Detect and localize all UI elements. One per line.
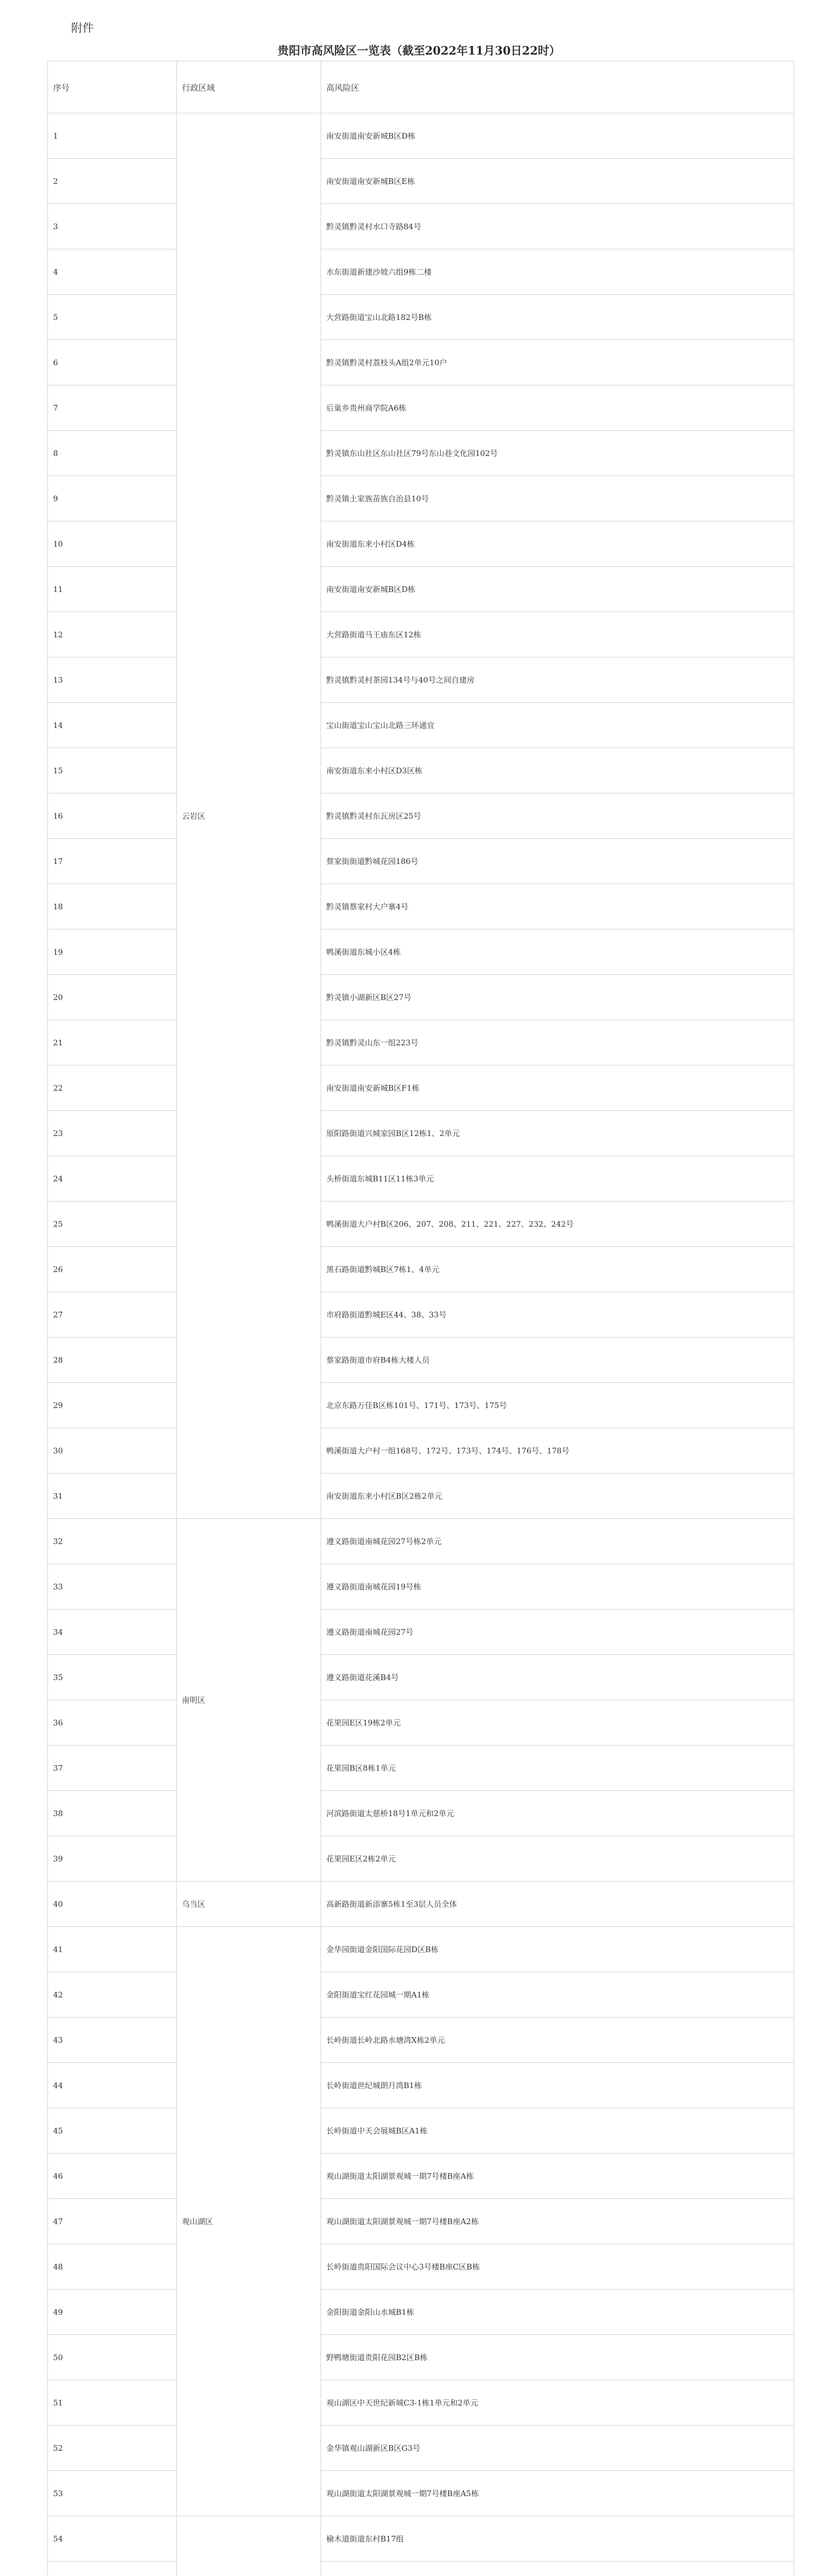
table-row (48, 2244, 794, 2290)
row-index: 18 (48, 884, 177, 929)
row-index: 52 (48, 2426, 177, 2471)
row-index: 11 (48, 567, 177, 612)
table-row (48, 567, 794, 612)
table-row (48, 1337, 794, 1383)
column-header-area: 高风险区 (321, 61, 794, 113)
row-index: 16 (48, 793, 177, 839)
risk-area: 河滨路街道太慈桥18号1单元和2单元 (321, 1791, 794, 1836)
table-row (48, 2516, 794, 2562)
table-row (48, 2154, 794, 2199)
table-row (48, 521, 794, 567)
risk-area: 黔灵镇小湖新区B区27号 (321, 975, 794, 1020)
row-index: 25 (48, 1201, 177, 1247)
row-index: 37 (48, 1745, 177, 1791)
table-row (48, 1745, 794, 1791)
table-row (48, 476, 794, 521)
risk-area: 大营路街道马王庙东区12栋 (321, 612, 794, 657)
row-index: 42 (48, 1972, 177, 2018)
row-index: 26 (48, 1247, 177, 1292)
row-index: 29 (48, 1383, 177, 1428)
row-index: 51 (48, 2380, 177, 2426)
table-row (48, 1655, 794, 1700)
risk-area: 宝山街道宝山宝山北路三环通宜 (321, 703, 794, 748)
table-row (48, 2108, 794, 2154)
row-index: 35 (48, 1655, 177, 1700)
row-index: 1 (48, 113, 177, 159)
risk-area: 头桥街道东城B11区11栋3单元 (321, 1156, 794, 1201)
table-row (48, 975, 794, 1020)
risk-area: 榆木道街道东村B17组 (321, 2516, 794, 2562)
table-row (48, 159, 794, 204)
risk-area: 长岭街道贵阳国际会议中心3号楼B座C区B栋 (321, 2244, 794, 2290)
risk-area: 金阳街道宝红花园城一期A1栋 (321, 1972, 794, 2018)
risk-area: 黑石路街道黔城B区7栋1、4单元 (321, 1247, 794, 1292)
table-row (48, 657, 794, 703)
table-row (48, 1564, 794, 1609)
row-index: 4 (48, 249, 177, 295)
risk-area: 遵义路街道南城花园27号栋2单元 (321, 1519, 794, 1564)
table-row (48, 2199, 794, 2244)
table-row (48, 884, 794, 929)
risk-area: 花果园E区19栋2单元 (321, 1700, 794, 1745)
table-row (48, 2380, 794, 2426)
risk-area: 长岭街道中天会展城B区A1栋 (321, 2108, 794, 2154)
table-row (48, 2018, 794, 2063)
row-index: 13 (48, 657, 177, 703)
risk-area: 黔灵镇黔灵村荔枝头A组2单元10户 (321, 340, 794, 385)
row-index: 54 (48, 2516, 177, 2562)
table-row (48, 249, 794, 295)
row-index: 44 (48, 2063, 177, 2108)
table-row (48, 1292, 794, 1337)
row-index: 27 (48, 1292, 177, 1337)
row-index: 28 (48, 1337, 177, 1383)
table-row (48, 748, 794, 793)
risk-area: 大营路街道宝山北路182号B栋 (321, 295, 794, 340)
table-row (48, 1156, 794, 1201)
table-row (48, 839, 794, 884)
table-row (48, 1609, 794, 1655)
table-row (48, 113, 794, 159)
region-name: 云岩区 (177, 113, 321, 1519)
table-row (48, 1473, 794, 1519)
row-index: 34 (48, 1609, 177, 1655)
risk-area: 长岭街道长岭北路水塘湾X栋2单元 (321, 2018, 794, 2063)
row-index: 8 (48, 431, 177, 476)
risk-area: 黔灵镇黔灵村水口寺路84号 (321, 204, 794, 249)
table-row (48, 1836, 794, 1882)
risk-area: 南安街道东来小村区B区2栋2单元 (321, 1473, 794, 1519)
column-header-region: 行政区域 (177, 61, 321, 113)
row-index: 53 (48, 2471, 177, 2516)
risk-area: 花果园E区2栋2单元 (321, 1836, 794, 1882)
row-index: 49 (48, 2290, 177, 2335)
table-row (48, 1700, 794, 1745)
risk-area: 南安街道南安新城B区E栋 (321, 159, 794, 204)
risk-area: 蔡家路街道市府B4栋大楼人员 (321, 1337, 794, 1383)
row-index: 46 (48, 2154, 177, 2199)
table-row (48, 929, 794, 975)
table-row (48, 2063, 794, 2108)
high-risk-table (47, 61, 794, 2576)
risk-area: 鸭溪街道大户村一组168号、172号、173号、174号、176号、178号 (321, 1428, 794, 1473)
risk-area: 黔灵镇黔灵山东一组223号 (321, 1020, 794, 1065)
risk-area: 野鸭塘街道贵阳花园B2区B栋 (321, 2335, 794, 2380)
row-index: 47 (48, 2199, 177, 2244)
risk-area: 市府路街道黔城E区44、38、33号 (321, 1292, 794, 1337)
row-index: 41 (48, 1927, 177, 1972)
risk-area (321, 2562, 794, 2576)
risk-area: 蔡家街街道黔城花园186号 (321, 839, 794, 884)
table-row (48, 1111, 794, 1156)
table-row (48, 1383, 794, 1428)
table-row (48, 1927, 794, 1972)
row-index: 36 (48, 1700, 177, 1745)
table-row (48, 2426, 794, 2471)
table-row (48, 2335, 794, 2380)
risk-area: 遵义路街道南城花园27号 (321, 1609, 794, 1655)
risk-area: 黔灵镇蔡家村大户寨4号 (321, 884, 794, 929)
row-index: 43 (48, 2018, 177, 2063)
table-row (48, 1020, 794, 1065)
table-row (48, 2471, 794, 2516)
region-name: 观山湖区 (177, 1927, 321, 2516)
table-row (48, 703, 794, 748)
risk-area: 鸭溪街道大户村B区206、207、208、211、221、227、232、242号 (321, 1201, 794, 1247)
table-row (48, 1791, 794, 1836)
table-row (48, 1972, 794, 2018)
row-index: 38 (48, 1791, 177, 1836)
page-title: 贵阳市高风险区一览表（截至2022年11月30日22时） (277, 44, 561, 58)
row-index: 7 (48, 385, 177, 431)
column-header-index: 序号 (48, 61, 177, 113)
table-row (48, 2562, 794, 2576)
risk-area: 观山湖区中天世纪新城C3-1栋1单元和2单元 (321, 2380, 794, 2426)
risk-area: 南安街道东来小村区D3区栋 (321, 748, 794, 793)
row-index: 2 (48, 159, 177, 204)
row-index (48, 2562, 177, 2576)
row-index: 50 (48, 2335, 177, 2380)
row-index: 40 (48, 1882, 177, 1927)
table-row (48, 431, 794, 476)
table-row (48, 612, 794, 657)
risk-area: 遵义路街道花溪B4号 (321, 1655, 794, 1700)
row-index: 15 (48, 748, 177, 793)
risk-area: 北京东路万佳B区栋101号、171号、173号、175号 (321, 1383, 794, 1428)
risk-area: 南安街道南安新城B区D栋 (321, 113, 794, 159)
row-index: 5 (48, 295, 177, 340)
risk-area: 金华镇观山湖新区B区G3号 (321, 2426, 794, 2471)
row-index: 6 (48, 340, 177, 385)
row-index: 19 (48, 929, 177, 975)
risk-area: 观山湖街道太阳湖景观城一期7号楼B座A2栋 (321, 2199, 794, 2244)
table-row (48, 1882, 794, 1927)
risk-area: 黔灵镇土家族苗族自治县10号 (321, 476, 794, 521)
risk-area: 观山湖街道太阳湖景观城一期7号楼B座A栋 (321, 2154, 794, 2199)
region-name (177, 2516, 321, 2576)
table-row (48, 1519, 794, 1564)
table-row (48, 1247, 794, 1292)
table-row (48, 295, 794, 340)
table-header-row (48, 61, 794, 113)
row-index: 32 (48, 1519, 177, 1564)
row-index: 30 (48, 1428, 177, 1473)
risk-area: 鸭溪街道东城小区4栋 (321, 929, 794, 975)
region-name: 南明区 (177, 1519, 321, 1882)
risk-area: 高新路街道新添寨5栋1至3层人员全体 (321, 1882, 794, 1927)
table-row (48, 385, 794, 431)
risk-area: 南安街道南安新城B区D栋 (321, 567, 794, 612)
risk-area: 长岭街道世纪城朗月湾B1栋 (321, 2063, 794, 2108)
row-index: 17 (48, 839, 177, 884)
table-row (48, 2290, 794, 2335)
row-index: 48 (48, 2244, 177, 2290)
row-index: 14 (48, 703, 177, 748)
risk-area: 金阳街道金阳山水城B1栋 (321, 2290, 794, 2335)
row-index: 3 (48, 204, 177, 249)
row-index: 21 (48, 1020, 177, 1065)
row-index: 9 (48, 476, 177, 521)
table-row (48, 1428, 794, 1473)
table-row (48, 204, 794, 249)
risk-area: 黔灵镇黔灵村东瓦房区25号 (321, 793, 794, 839)
region-name: 乌当区 (177, 1882, 321, 1927)
risk-area: 金华园街道金阳国际花园D区B栋 (321, 1927, 794, 1972)
risk-area: 花果园B区8栋1单元 (321, 1745, 794, 1791)
risk-area: 水东街道新建沙坡六组9栋二楼 (321, 249, 794, 295)
table-row (48, 1065, 794, 1111)
attachment-label: 附件 (71, 22, 94, 35)
row-index: 33 (48, 1564, 177, 1609)
row-index: 31 (48, 1473, 177, 1519)
table-row (48, 340, 794, 385)
risk-area: 遵义路街道南城花园19号栋 (321, 1564, 794, 1609)
row-index: 23 (48, 1111, 177, 1156)
risk-area: 原阳路街道兴城家园B区12栋1、2单元 (321, 1111, 794, 1156)
table-row (48, 1201, 794, 1247)
row-index: 12 (48, 612, 177, 657)
row-index: 45 (48, 2108, 177, 2154)
row-index: 10 (48, 521, 177, 567)
risk-area: 黔灵镇黔灵村茶园134号与40号之间自建房 (321, 657, 794, 703)
risk-area: 南安街道东来小村区D4栋 (321, 521, 794, 567)
risk-area: 黔灵镇东山社区东山社区79号东山巷文化园102号 (321, 431, 794, 476)
table-row (48, 793, 794, 839)
row-index: 20 (48, 975, 177, 1020)
row-index: 22 (48, 1065, 177, 1111)
row-index: 39 (48, 1836, 177, 1882)
risk-area: 观山湖街道太阳湖景观城一期7号楼B座A5栋 (321, 2471, 794, 2516)
row-index: 24 (48, 1156, 177, 1201)
risk-area: 南安街道南安新城B区F1栋 (321, 1065, 794, 1111)
risk-area: 后巢乡贵州商学院A6栋 (321, 385, 794, 431)
